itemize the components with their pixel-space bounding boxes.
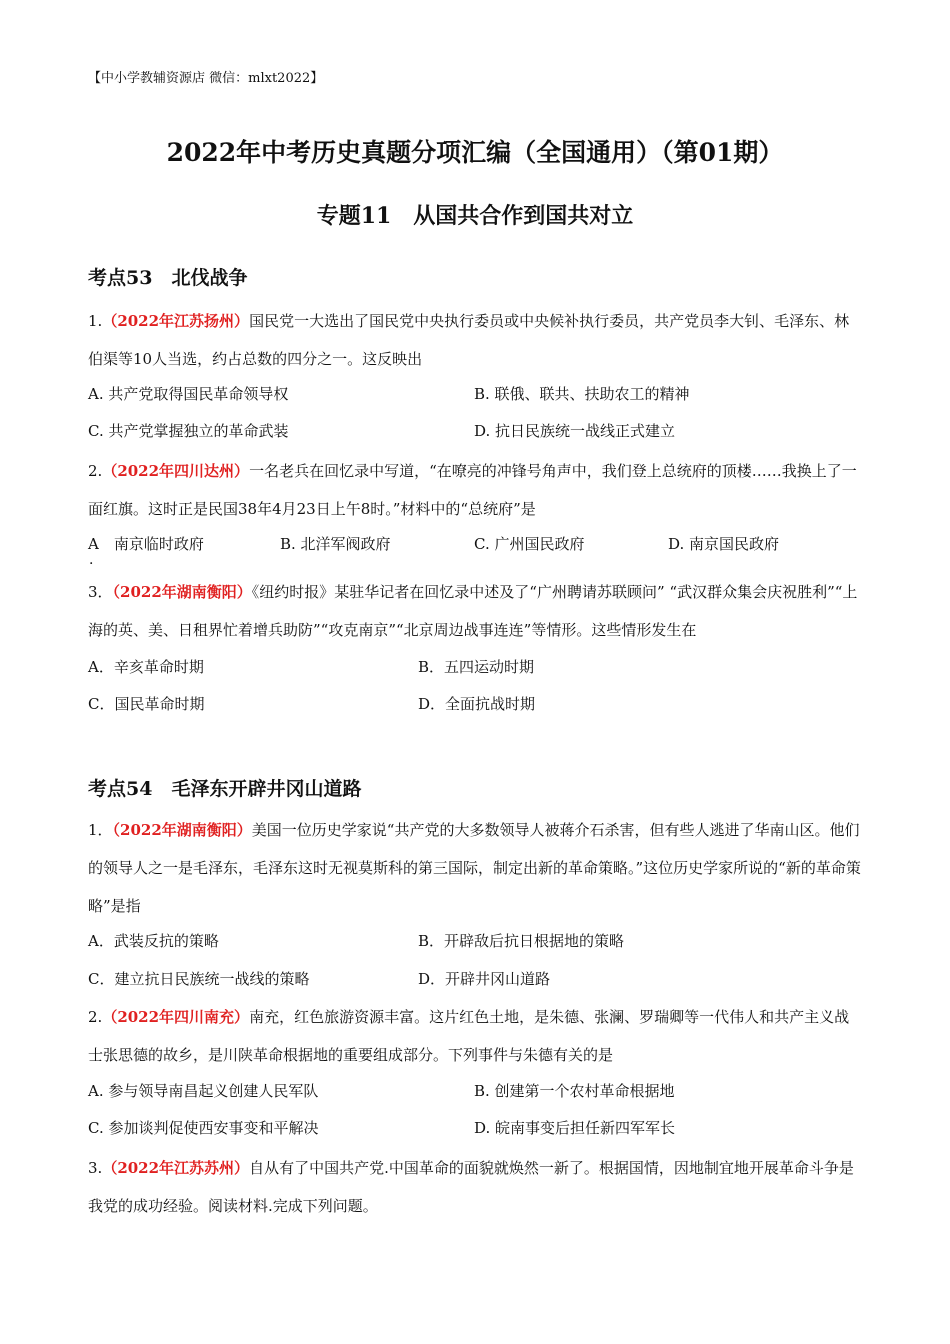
question-text: 自从有了中国共产党.中国革命的面貌就焕然一新了。根据国情，因地制宜地开展革命斗争是我党的成功经验。阅读材料.完成下列问题。: [88, 1159, 854, 1215]
option-row: [88, 533, 863, 557]
document-title: 2022年中考历史真题分项汇编（全国通用）（第01期）: [166, 138, 784, 167]
section-heading: 考点54 毛泽东开辟井冈山道路: [88, 778, 362, 800]
option-a: A．辛亥革命时期: [88, 658, 204, 676]
option-a: A 南京临时政府: [88, 535, 204, 553]
question-source: （2022年四川南充）: [102, 1008, 250, 1026]
option-a: A. 参与领导南昌起义创建人民军队: [88, 1082, 319, 1100]
question-item: [88, 452, 863, 528]
question-number: 2.: [88, 1008, 103, 1026]
question-item: [88, 998, 863, 1074]
option-c: C．国民革命时期: [88, 695, 205, 713]
option-d: D. 抗日民族统一战线正式建立: [474, 422, 676, 440]
question-source: （2022年江苏扬州）: [102, 312, 250, 330]
question-text: 南充，红色旅游资源丰富。这片红色土地，是朱德、张澜、罗瑞卿等一代伟人和共产主义战士张思德的故乡，是川陕革命根据地的重要组成部分。下列事件与朱德有关的是: [88, 1008, 850, 1064]
question-item: [88, 573, 863, 649]
question-source: （2022年江苏苏州）: [102, 1159, 250, 1177]
question-text: 国民党一大选出了国民党中央执行委员或中央候补执行委员，共产党员李大钊、毛泽东、林伯渠等10人当选，约占总数的四分之一。这反映出: [88, 312, 850, 368]
option-row: [88, 693, 863, 717]
option-row: [88, 1117, 863, 1141]
question-number: 3．: [88, 583, 113, 601]
option-d: D. 皖南事变后担任新四军军长: [474, 1119, 676, 1137]
option-c: C. 参加谈判促使西安事变和平解决: [88, 1119, 319, 1137]
option-d: D. 南京国民政府: [668, 535, 780, 553]
option-c: C. 共产党掌握独立的革命武装: [88, 422, 289, 440]
stray-dot: ·: [89, 556, 94, 572]
question-source: （2022年湖南衡阳）: [112, 821, 252, 839]
option-d: D．开辟井冈山道路: [418, 970, 551, 988]
option-row: [88, 420, 863, 444]
section-heading: 考点53 北伐战争: [88, 267, 248, 289]
option-row: [88, 1080, 863, 1104]
question-source: （2022年四川达州）: [102, 462, 250, 480]
question-number: 1．: [88, 821, 113, 839]
option-b: B. 联俄、联共、扶助农工的精神: [474, 385, 690, 403]
resource-header: 【中小学教辅资源店 微信：mlxt2022】: [88, 71, 324, 86]
question-item: [88, 811, 863, 925]
option-d: D．全面抗战时期: [418, 695, 536, 713]
option-b: B．五四运动时期: [418, 658, 535, 676]
topic-subtitle: 专题11 从国共合作到国共对立: [316, 203, 634, 229]
question-text: 美国一位历史学家说“共产党的大多数领导人被蒋介石杀害，但有些人逃进了华南山区。他们的领导人之一是毛泽东，毛泽东这时无视莫斯科的第三国际，制定出新的革命策略。”这位历史学家所说的“新的革命策略”是指: [88, 821, 861, 915]
question-item: [88, 1149, 863, 1225]
option-row: [88, 383, 863, 407]
option-c: C．建立抗日民族统一战线的策略: [88, 970, 310, 988]
option-a: A．武装反抗的策略: [88, 932, 219, 950]
question-source: （2022年湖南衡阳）: [112, 583, 252, 601]
option-row: [88, 656, 863, 680]
option-b: B. 北洋军阀政府: [280, 535, 391, 553]
question-text: 一名老兵在回忆录中写道，“在嘹亮的冲锋号角声中，我们登上总统府的顶楼……我换上了一面红旗。这时正是民国38年4月23日上午8时。”材料中的“总统府”是: [88, 462, 857, 518]
question-text: 《纽约时报》某驻华记者在回忆录中述及了“广州聘请苏联顾问” “武汉群众集会庆祝胜利”“上海的英、美、日租界忙着增兵助防”“攻克南京”“北京周边战事连连”等情形。这些情形发生在: [88, 583, 858, 639]
question-item: [88, 302, 863, 378]
question-number: 1.: [88, 312, 103, 330]
option-row: [88, 968, 863, 992]
option-row: [88, 930, 863, 954]
option-b: B．开辟敌后抗日根据地的策略: [418, 932, 625, 950]
option-a: A. 共产党取得国民革命领导权: [88, 385, 289, 403]
option-c: C. 广州国民政府: [474, 535, 585, 553]
option-b: B. 创建第一个农村革命根据地: [474, 1082, 675, 1100]
question-number: 2.: [88, 462, 103, 480]
question-number: 3.: [88, 1159, 103, 1177]
